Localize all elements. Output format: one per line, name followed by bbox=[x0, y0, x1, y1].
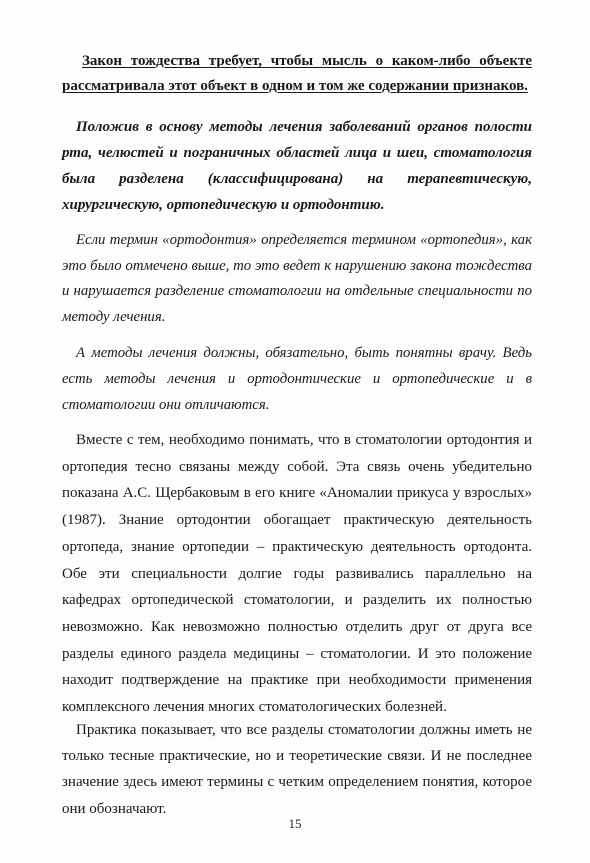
practice-conclusion-paragraph: Практика показывает, что все разделы стоматологии должны иметь не только тесные практические, но и теоретические связи. И не последнее значение здесь имеют термины с четким определением понятия, которое они обозначают. bbox=[62, 722, 532, 817]
orthodontics-orthopedics-relation-paragraph: Вместе с тем, необходимо понимать, что в стоматологии ортодонтия и ортопедия тесно связаны между собой. Эта связь очень убедительно показана А.С. Щербаковым в его книге «Аномалии прикуса у взрослых» (1987). Знание ортодонтии обогащает практическую деятельность ортопеда, знание ортопедии – практическую деятельность ортодонта. Обе эти специальности долгие годы развивались параллельно на кафедрах ортопедической стоматологии, и разделить их полностью невозможно. Как невозможно полностью отделить друг от друга все разделы единого раздела медицины – стоматологии. И это положение находит подтверждение на практике при необходимости применения комплексного лечения многих стоматологических болезней. bbox=[62, 432, 532, 716]
treatment-methods-paragraph: А методы лечения должны, обязательно, быть понятны врачу. Ведь есть методы лечения и ортодонтические и ортопедические и в стоматологии они отличаются. bbox=[62, 345, 532, 413]
orthodontics-term-paragraph: Если термин «ортодонтия» определяется термином «ортопедия», как это было отмечено выше, то это ведет к нарушению закона тождества и нарушается разделение стоматологии на отдельные специальности по методу лечения. bbox=[62, 232, 532, 325]
stomatology-classification-paragraph: Положив в основу методы лечения заболеваний органов полости рта, челюстей и пограничных областей лица и шеи, стоматология была разделена (классифицирована) на терапевтическую, хирургическую, ортопедическую и ортодонтию. bbox=[62, 119, 532, 213]
page-number: 15 bbox=[288, 816, 302, 831]
law-of-identity-statement: Закон тождества требует, чтобы мысль о каком-либо объекте рассматривала этот объект в одном и том же содержании признаков. bbox=[62, 53, 532, 94]
